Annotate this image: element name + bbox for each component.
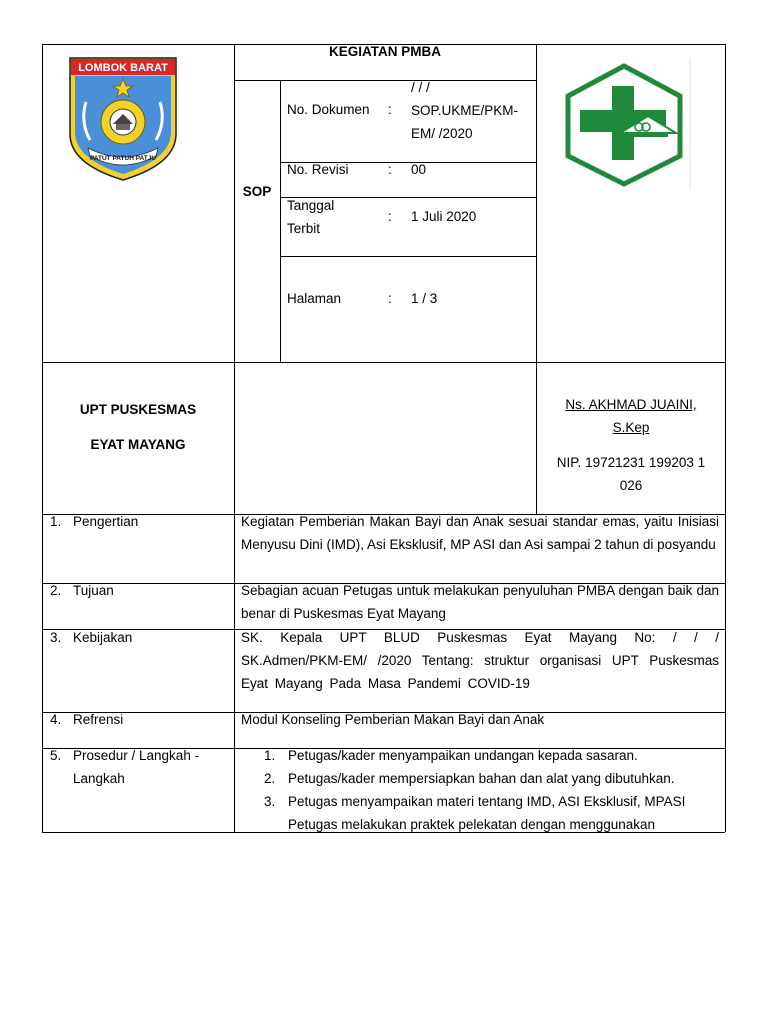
step-text: Petugas melakukan praktek pelekatan dengan menggunakan bbox=[288, 817, 656, 832]
section-number: 2. bbox=[50, 583, 62, 598]
section-title-kebijakan: Kebijakan bbox=[73, 630, 133, 645]
field-value-no-dokumen: / / / SOP.UKME/PKM-EM/ /2020 bbox=[411, 80, 519, 141]
section-content-refrensi: Modul Konseling Pemberian Makan Bayi dan Anak bbox=[241, 712, 545, 727]
step-text: Petugas/kader menyampaikan undangan kepada sasaran. bbox=[288, 748, 638, 763]
step-number: 3. bbox=[264, 794, 276, 809]
org-name-line1: UPT PUSKESMAS bbox=[79, 402, 197, 417]
field-label-no-revisi: No. Revisi bbox=[287, 162, 349, 177]
sop-label: SOP bbox=[242, 184, 272, 199]
crest-banner-text: LOMBOK BARAT bbox=[78, 62, 168, 74]
field-colon: : bbox=[388, 162, 392, 177]
field-colon: : bbox=[388, 209, 392, 224]
section-title-prosedur: Prosedur / Langkah - Langkah bbox=[73, 748, 200, 786]
section-number: 4. bbox=[50, 712, 62, 727]
step-text: Petugas menyampaikan materi tentang IMD, ASI Eksklusif, MPASI bbox=[288, 794, 686, 809]
section-title-refrensi: Refrensi bbox=[73, 712, 124, 727]
org-name-line2: EYAT MAYANG bbox=[90, 437, 186, 452]
crest-ribbon-text: PATUT PATUH PATJU bbox=[89, 155, 157, 162]
field-value-tanggal-terbit: 1 Juli 2020 bbox=[411, 209, 477, 224]
step-number: 2. bbox=[264, 771, 276, 786]
field-value-halaman: 1 / 3 bbox=[411, 291, 438, 306]
signer-name: Ns. AKHMAD JUAINI, S.Kep bbox=[565, 397, 697, 435]
section-number: 3. bbox=[50, 630, 62, 645]
section-number: 5. bbox=[50, 748, 62, 763]
field-colon: : bbox=[388, 102, 392, 117]
lombok-barat-crest-icon bbox=[66, 56, 180, 182]
section-title-pengertian: Pengertian bbox=[73, 514, 139, 529]
field-label-tanggal-terbit: Tanggal Terbit bbox=[287, 198, 335, 236]
section-number: 1. bbox=[50, 514, 62, 529]
field-label-no-dokumen: No. Dokumen bbox=[287, 102, 370, 117]
field-label-halaman: Halaman bbox=[287, 291, 342, 306]
section-content-pengertian: Kegiatan Pemberian Makan Bayi dan Anak sesuai standar emas, yaitu Inisiasi Menyusu Dini (IMD), Asi Eksklusif, MP ASI dan Asi sampai 2 tahun di posyandu bbox=[241, 514, 719, 552]
section-content-kebijakan: SK. Kepala UPT BLUD Puskesmas Eyat Mayang No: / / / SK.Admen/PKM-EM/ /2020 Tentang: struktur organisasi UPT Puskesmas Eyat Mayang Pada Masa Pandemi COVID-19 bbox=[241, 630, 719, 691]
field-value-no-revisi: 00 bbox=[411, 162, 427, 177]
step-number: 1. bbox=[264, 748, 276, 763]
document-title: KEGIATAN PMBA bbox=[329, 44, 441, 59]
section-content-tujuan: Sebagian acuan Petugas untuk melakukan penyuluhan PMBA dengan baik dan benar di Puskesmas Eyat Mayang bbox=[241, 583, 719, 621]
section-title-tujuan: Tujuan bbox=[73, 583, 114, 598]
field-colon: : bbox=[388, 291, 392, 306]
signer-nip: NIP. 19721231 199203 1 026 bbox=[556, 455, 706, 493]
step-text: Petugas/kader mempersiapkan bahan dan alat yang dibutuhkan. bbox=[288, 771, 675, 786]
puskesmas-cross-logo-icon bbox=[558, 58, 692, 188]
